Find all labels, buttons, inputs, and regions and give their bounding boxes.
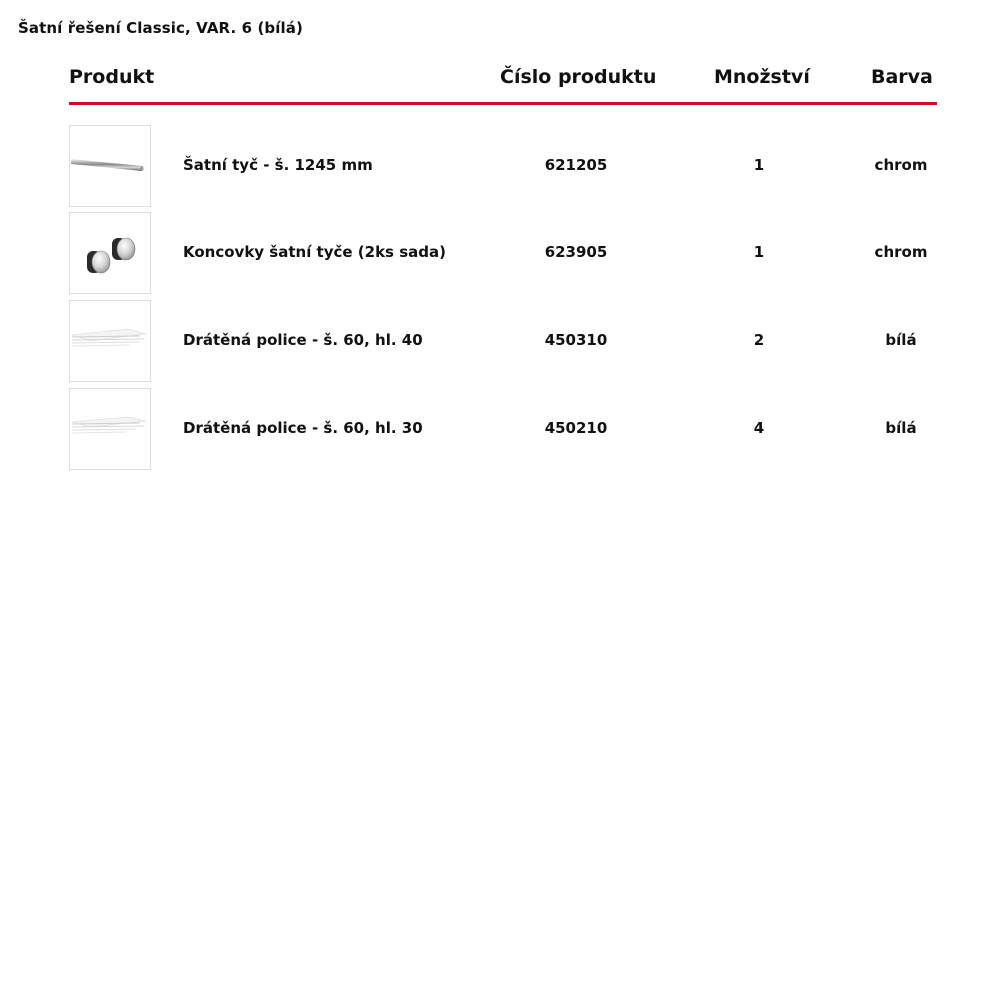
product-name: Drátěná police - š. 60, hl. 40 (183, 331, 423, 349)
rod-end-caps-icon (70, 213, 150, 293)
product-name: Koncovky šatní tyče (2ks sada) (183, 243, 446, 261)
table-row (69, 125, 937, 207)
header-quantity: Množství (714, 66, 810, 88)
product-number: 450310 (544, 331, 608, 349)
table-row (69, 212, 937, 294)
product-number: 621205 (544, 156, 608, 174)
product-name: Šatní tyč - š. 1245 mm (183, 156, 373, 174)
table-row (69, 300, 937, 382)
product-name: Drátěná police - š. 60, hl. 30 (183, 419, 423, 437)
header-divider (69, 102, 937, 105)
header-product: Produkt (69, 66, 155, 88)
document-title: Šatní řešení Classic, VAR. 6 (bílá) (18, 19, 303, 37)
product-color: chrom (874, 156, 928, 174)
product-thumbnail (69, 212, 151, 294)
table-row (69, 388, 937, 470)
product-color: bílá (885, 419, 917, 437)
wire-shelf-icon (70, 301, 150, 381)
product-thumbnail (69, 300, 151, 382)
product-thumbnail (69, 125, 151, 207)
product-color: bílá (885, 331, 917, 349)
table-header (69, 66, 937, 96)
chrome-rod-icon (70, 126, 150, 206)
product-quantity: 2 (753, 331, 765, 349)
product-thumbnail (69, 388, 151, 470)
header-color: Barva (871, 66, 933, 88)
header-product-number: Číslo produktu (500, 66, 657, 88)
product-quantity: 1 (753, 156, 765, 174)
product-number: 450210 (544, 419, 608, 437)
product-number: 623905 (544, 243, 608, 261)
product-quantity: 4 (753, 419, 765, 437)
wire-shelf-icon (70, 389, 150, 469)
product-color: chrom (874, 243, 928, 261)
product-quantity: 1 (753, 243, 765, 261)
